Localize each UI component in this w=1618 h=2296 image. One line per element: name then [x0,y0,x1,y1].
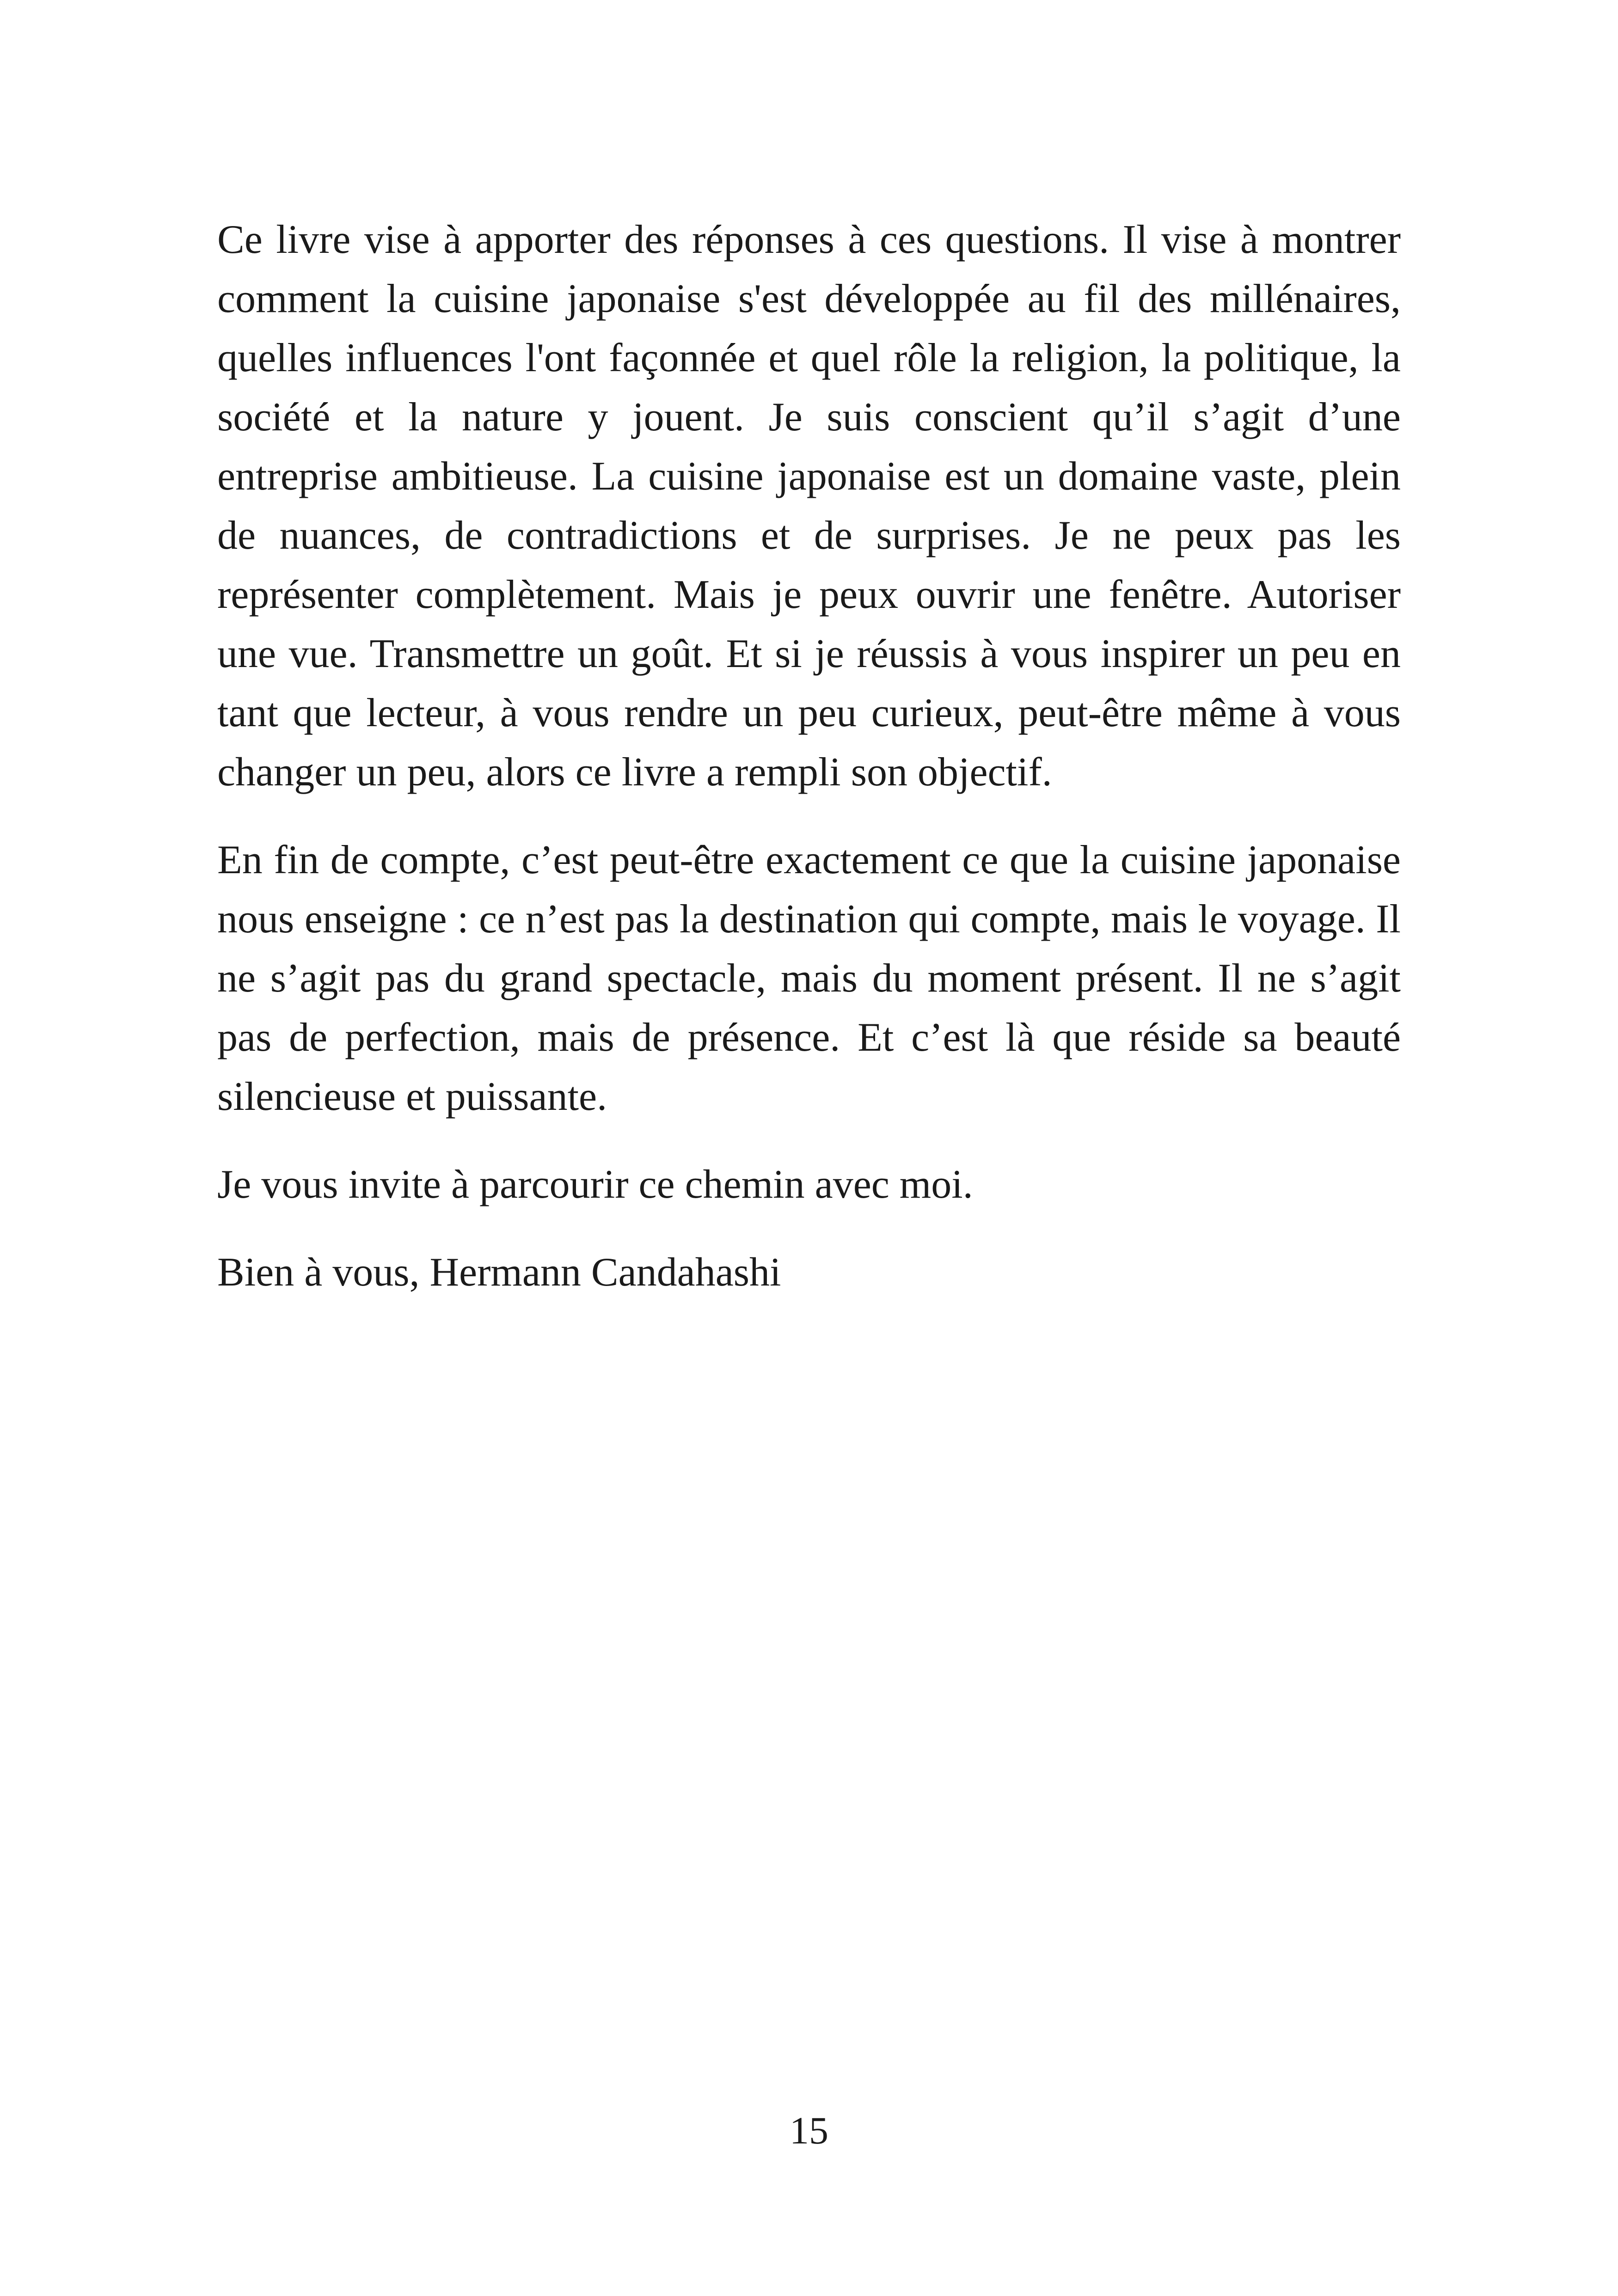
paragraph-intro: Ce livre vise à apporter des réponses à ces questions. Il vise à montrer comment la cuisine japonaise s'est développée au fil des millénaires, quelles influences l'ont façonnée et quel rôle la religion, la politique, la société et la nature y jouent. Je suis conscient qu’il s’agit d’une entreprise ambitieuse. La cuisine japonaise est un domaine vaste, plein de nuances, de contradictions et de surprises. Je ne peux pas les représenter complètement. Mais je peux ouvrir une fenêtre. Autoriser une vue. Transmettre un goût. Et si je réussis à vous inspirer un peu en tant que lecteur, à vous rendre un peu curieux, peut-être même à vous changer un peu, alors ce livre a rempli son objectif. [217,217,1401,795]
paragraph-invitation: Je vous invite à parcourir ce chemin avec moi. [217,1162,973,1207]
body-text [217,210,1401,1331]
page-number: 15 [790,2109,828,2152]
paragraph-conclusion: En fin de compte, c’est peut-être exactement ce que la cuisine japonaise nous enseigne : ce n’est pas la destination qui compte, mais le voyage. Il ne s’agit pas du grand spectacle, mais du moment présent. Il ne s’agit pas de perfection, mais de présence. Et c’est là que réside sa beauté silencieuse et puissante. [217,838,1401,1119]
signature: Bien à vous, Hermann Candahashi [217,1250,781,1295]
